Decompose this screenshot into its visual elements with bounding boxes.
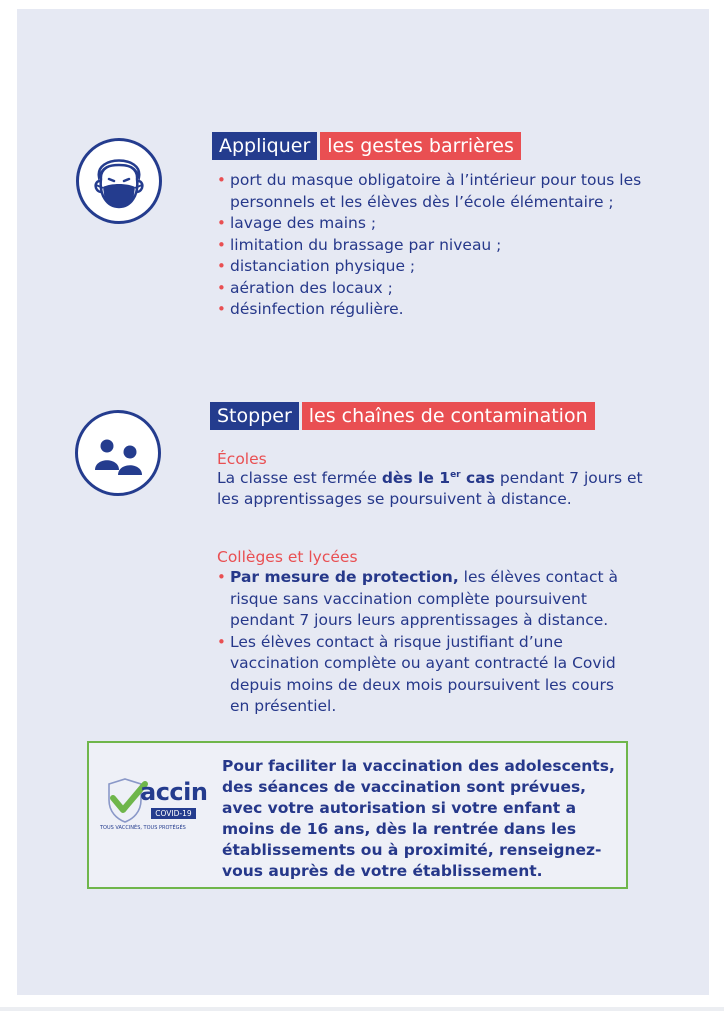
vaccin-logo-word: accin	[140, 778, 208, 806]
page-bottom-edge	[0, 1007, 724, 1011]
list-item	[216, 567, 636, 632]
list-item: • Les élèves contact à risque justifiant d’une vaccination complète ou ayant contracté la Covid depuis moins de deux mois poursuivent les cours en présentiel.	[216, 632, 636, 718]
vaccin-logo	[100, 774, 208, 838]
list-item: • désinfection régulière.	[216, 299, 656, 321]
list-item: • port du masque obligatoire à l’intérieur pour tous les personnels et les élèves dès l’école élémentaire ;	[216, 170, 656, 213]
ecoles-text-bold2: cas	[460, 469, 495, 487]
ecoles-heading: Écoles	[217, 450, 267, 468]
header-blue-label: Appliquer	[212, 132, 317, 160]
list-item: • aération des locaux ;	[216, 278, 656, 300]
colleges-list	[216, 567, 636, 718]
ecoles-text	[217, 468, 657, 510]
ecoles-text-bold: dès le 1	[381, 469, 451, 487]
list-item: • limitation du brassage par niveau ;	[216, 235, 656, 257]
face-mask-icon	[76, 138, 162, 224]
vaccin-logo-tagline: TOUS VACCINÉS, TOUS PROTÉGÉS	[100, 825, 186, 831]
list-item: • distanciation physique ;	[216, 256, 656, 278]
section-header-gestes	[212, 132, 521, 160]
colleges-item1-bold: Par mesure de protection,	[230, 568, 459, 586]
gestes-list	[216, 170, 656, 321]
section-header-contamination	[210, 402, 595, 430]
ecoles-text-end: pendant 7 jours et les apprentissages se poursuivent à distance.	[217, 469, 643, 508]
people-icon	[75, 410, 161, 496]
colleges-item1-text: les élèves contact à risque sans vaccination complète poursuivent pendant 7 jours leurs apprentissages à distance.	[230, 568, 619, 629]
vaccin-logo-badge: COVID-19	[151, 808, 196, 819]
colleges-heading: Collèges et lycées	[217, 548, 358, 566]
header-blue-label: Stopper	[210, 402, 299, 430]
ecoles-text-start: La classe est fermée	[217, 469, 382, 487]
header-red-label: les gestes barrières	[320, 132, 521, 160]
header-red-label: les chaînes de contamination	[302, 402, 595, 430]
list-item: • lavage des mains ;	[216, 213, 656, 235]
vaccination-text: Pour faciliter la vaccination des adolescents, des séances de vaccination sont prévues, avec votre autorisation si votre enfant a moins de 16 ans, dès la rentrée dans les établissements ou à proximité, renseignez-vous auprès de votre établissement.	[222, 757, 615, 880]
ecoles-text-sup: er	[450, 469, 461, 480]
